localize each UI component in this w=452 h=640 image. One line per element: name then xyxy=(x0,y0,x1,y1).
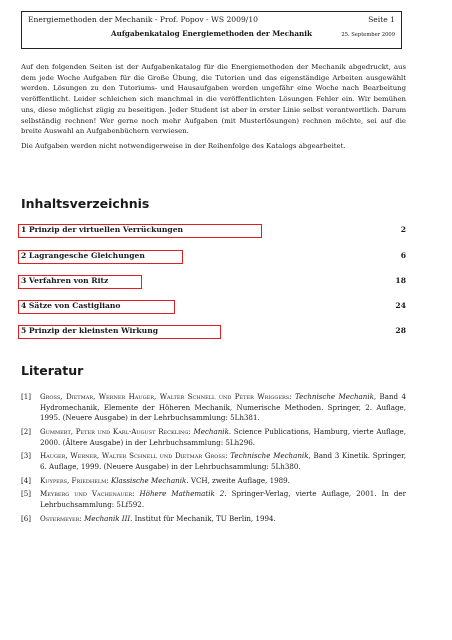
intro-paragraph-1: Auf den folgenden Seiten ist der Aufgabenkatalog für die Energiemethoden der Mechanik abgedruckt, aus dem jede Woche Aufgaben für die Große Übung, die Tutorien und das eigenständige Arbeiten ausgewählt werden. Lösungen zu den Tutoriums- und Hausaufgaben werden ungefähr eine Woche nach Bearbeitung veröffentlicht. Leider schleichen sich manchmal in die veröffentlichten Lösungen Fehler ein. Wir bemühen uns, diese möglichst zügig zu beseitigen. Jeder Student ist aber in erster Linie selbst verantwortlich. Darum selbständig rechnen! Wer gerne noch mehr Aufgaben (mit Musterlösungen) rechnen möchte, sei auf die breite Auswahl an Aufgabenbüchern verwiesen. xyxy=(21,63,406,136)
reference-authors: Meyberg und Vachenauer: xyxy=(40,489,135,498)
reference-title: Mechanik III xyxy=(84,514,131,523)
reference-entry xyxy=(21,514,406,525)
reference-body xyxy=(40,427,406,448)
toc-item[interactable] xyxy=(21,248,406,268)
reference-details: . Science Publications, Hamburg, vierte Auflage, 2000. (Ältere Ausgabe) in der Lehrbuchsammlung: 5Lh296. xyxy=(40,427,407,447)
reference-number: [3] xyxy=(21,451,32,460)
reference-authors: Gross, Dietmar, Werner Hauger, Walter Schnell und Peter Wriggers: xyxy=(40,392,292,401)
reference-details: . VCH, zweite Auflage, 1989. xyxy=(186,476,290,485)
reference-number: [5] xyxy=(21,489,32,498)
reference-number: [6] xyxy=(21,514,32,523)
toc-item-title[interactable]: 4 Sätze von Castigliano xyxy=(21,301,121,310)
toc-item-page: 28 xyxy=(395,326,406,335)
reference-body xyxy=(40,489,406,510)
literature-heading: Literatur xyxy=(21,363,84,378)
reference-entry xyxy=(21,476,406,487)
reference-entry xyxy=(21,489,406,510)
reference-entry xyxy=(21,392,406,424)
reference-body xyxy=(40,392,406,424)
toc-item[interactable] xyxy=(21,222,406,242)
header-subtitle: Aufgabenkatalog Energiemethoden der Mechanik xyxy=(111,29,312,38)
toc-heading: Inhaltsverzeichnis xyxy=(21,196,150,211)
toc-item-title[interactable]: 3 Verfahren von Ritz xyxy=(21,276,109,285)
reference-authors: Ostermeyer: xyxy=(40,514,82,523)
reference-number: [2] xyxy=(21,427,32,436)
toc-item-page: 6 xyxy=(400,251,406,260)
intro-text xyxy=(21,62,406,152)
reference-details: , Band 4 Hydromechanik, Elemente der Höheren Mechanik, Numerische Methoden. Springer, 2. Auflage, 1995. (Neuere Ausgabe) in der Lehrbuchsammlung: 5Lh381. xyxy=(40,392,406,422)
reference-details: , Band 3 Kinetik. Springer, 6. Auflage, 1999. (Neuere Ausgabe) in der Lehrbuchsammlung: 5Lh380. xyxy=(40,451,406,471)
header-date: 25. September 2009 xyxy=(341,32,395,38)
reference-entry xyxy=(21,451,406,472)
header-row-top xyxy=(28,15,395,25)
toc-item-page: 24 xyxy=(395,301,406,310)
reference-number: [1] xyxy=(21,392,32,401)
toc-item[interactable] xyxy=(21,273,406,293)
header-title: Energiemethoden der Mechanik - Prof. Popov - WS 2009/10 xyxy=(28,15,258,24)
toc-item[interactable] xyxy=(21,298,406,318)
reference-body xyxy=(40,451,406,472)
toc-item-title[interactable]: 2 Lagrangesche Gleichungen xyxy=(21,251,145,260)
reference-authors: Gummert, Peter und Karl-August Reckling: xyxy=(40,427,191,436)
reference-body xyxy=(40,476,406,487)
reference-authors: Kuypers, Friedhelm: xyxy=(40,476,109,485)
reference-title: Technische Mechanik xyxy=(230,451,309,460)
toc-item-title[interactable]: 1 Prinzip der virtuellen Verrückungen xyxy=(21,225,184,234)
reference-body xyxy=(40,514,406,525)
reference-authors: Hauger, Werner, Walter Schnell und Dietmar Gross: xyxy=(40,451,228,460)
intro-paragraph-2: Die Aufgaben werden nicht notwendigerweise in der Reihenfolge des Katalogs abgearbeitet. xyxy=(21,141,346,150)
reference-details: . Institut für Mechanik, TU Berlin, 1994. xyxy=(130,514,276,523)
header-page-number: Seite 1 xyxy=(368,15,395,24)
reference-entry xyxy=(21,427,406,448)
reference-title: Technische Mechanik xyxy=(294,392,374,401)
header-row-bottom xyxy=(28,29,395,39)
reference-title: Mechanik xyxy=(193,427,229,436)
reference-number: [4] xyxy=(21,476,32,485)
toc-item-page: 18 xyxy=(395,276,406,285)
toc-item[interactable] xyxy=(21,323,406,343)
reference-title: Höhere Mathematik 2 xyxy=(139,489,225,498)
toc-item-page: 2 xyxy=(400,225,406,234)
reference-title: Klassische Mechanik xyxy=(110,476,187,485)
reference-details: . Springer-Verlag, vierte Auflage, 2001. In der Lehrbuchsammlung: 5Lf592. xyxy=(40,489,406,509)
toc-item-title[interactable]: 5 Prinzip der kleinsten Wirkung xyxy=(21,326,159,335)
page-header xyxy=(21,11,402,49)
